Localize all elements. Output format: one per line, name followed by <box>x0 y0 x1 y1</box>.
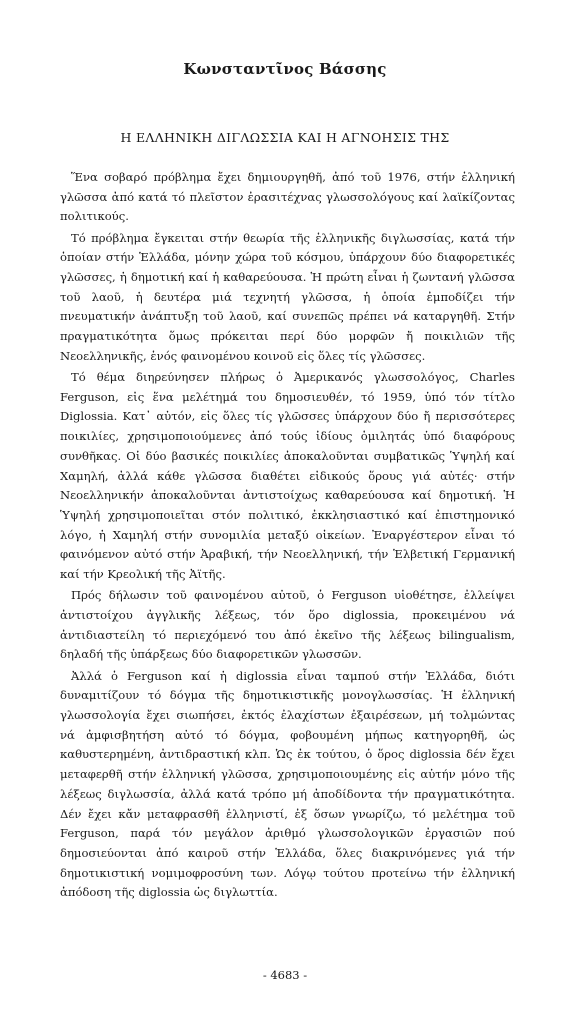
paragraph: Τό πρόβλημα ἔγκειται στήν θεωρία τῆς ἑλληνικῆς διγλωσσίας, κατά τήν ὁποίαν στήν Ἑλλάδα, μόνην χώρα τοῦ κόσμου, ὑπάρχουν δύο διαφορετικές γλῶσσες, ἡ δημοτική καί ἡ καθαρεύουσα. Ἡ πρώτη εἶναι ἡ ζωντανή γλῶσσα τοῦ λαοῦ, ἡ δευτέρα μιά τεχνητή γλῶσσα, ἡ ὁποία ἐμποδίζει τήν πνευματικήν ἀνάπτυξη τοῦ λαοῦ, καί συνεπῶς πρέπει νά καταργηθῆ. Στήν πραγματικότητα ὅμως πρόκειται περί δύο μορφῶν ἤ ποικιλιῶν τῆς Νεοελληνικῆς, ἑνός φαινομένου κοινοῦ εἰς ὅλες τίς γλῶσσες. <box>60 230 515 363</box>
paragraph: Τό θέμα διηρεύνησεν πλήρως ὁ Ἀμερικανός γλωσσολόγος, Charles Ferguson, εἰς ἕνα μελέτημά του δημοσιευθέν, τό 1959, ὑπό τόν τίτλο Diglossia. Κατ᾽ αὐτόν, εἰς ὅλες τίς γλῶσσες ὑπάρχουν δύο ἤ περισσότερες ποικιλίες, χρησιμοποιούμενες ἀπό τούς ἰδίους ὁμιλητάς ὑπό διαφόρους συνθῆκας. Οἱ δύο βασικές ποικιλίες ἀποκαλοῦνται συμβατικῶς Ὑψηλή καί Χαμηλή, ἀλλά κάθε γλῶσσα διαθέτει εἰδικούς ὅρους γιά αὐτές· στήν Νεοελληνικήν ἀποκαλοῦνται ἀντιστοίχως καθαρεύουσα καί δημοτική. Ἡ Ὑψηλή χρησιμοποιεῖται στόν πολιτικό, ἐκκλησιαστικό καί ἐπιστημονικό λόγο, ἡ Χαμηλή στήν συνομιλία μεταξύ οἰκείων. Ἐναργέστερον εἶναι τό φαινόμενον αὐτό στήν Ἀραβική, τήν Νεοελληνική, τήν Ἑλβετική Γερμανική καί τήν Κρεολική τῆς Ἀϊτῆς. <box>60 370 515 582</box>
article-body <box>60 168 515 905</box>
author-name: Κωνσταντῖνος Βάσσης <box>183 60 387 78</box>
article-title: Η ΕΛΛΗΝΙΚΗ ΔΙΓΛΩΣΣΙΑ ΚΑΙ Η ΑΓΝΟΗΣΙΣ ΤΗΣ <box>120 130 450 145</box>
paragraph: Πρός δήλωσιν τοῦ φαινομένου αὐτοῦ, ὁ Ferguson υἱοθέτησε, ἐλλείψει ἀντιστοίχου ἀγγλικῆς λέξεως, τόν ὅρο diglossia, προκειμένου νά ἀντιδιαστείλη τό περιεχόμενό του ἀπό ἐκεῖνο τῆς λέξεως bilingualism, δηλαδή τῆς ὑπάρξεως δύο διαφορετικῶν γλωσσῶν. <box>60 588 515 662</box>
paragraph: Ἕνα σοβαρό πρόβλημα ἔχει δημιουργηθῆ, ἀπό τοῦ 1976, στήν ἑλληνική γλῶσσα ἀπό κατά τό πλεῖστον ἐρασιτέχνας γλωσσολόγους καί λαϊκίζοντας πολιτικούς. <box>60 170 515 224</box>
paragraph: Ἀλλά ὁ Ferguson καί ἡ diglossia εἶναι ταμπού στήν Ἑλλάδα, διότι δυναμιτίζουν τό δόγμα τῆς δημοτικιστικῆς μονογλωσσίας. Ἡ ἑλληνική γλωσσολογία ἔχει σιωπήσει, ἐκτός ἐλαχίστων ἐξαιρέσεων, μή τολμώντας νά ἀμφισβητήση αὐτό τό δόγμα, φοβουμένη μήπως κατηγορηθῆ, ὡς καθυστερημένη, ἀντιδραστική κλπ. Ὡς ἐκ τούτου, ὁ ὅρος diglossia δέν ἔχει μεταφερθῆ στήν ἑλληνική γλῶσσα, χρησιμοποιουμένης εἰς αὐτήν μόνο τῆς λέξεως διγλωσσία, ἀλλά κατά τρόπο μή ἀποδίδοντα τήν πραγματικότητα. Δέν ἔχει κἄν μεταφρασθῆ ἑλληνιστί, ἐξ ὅσων γνωρίζω, τό μελέτημα τοῦ Ferguson, παρά τόν μεγάλον ἀριθμό γλωσσολογικῶν ἐργασιῶν πού δημοσιεύονται ἀπό καιροῦ στήν Ἑλλάδα, ὅλες διακρινόμενες γιά τήν δημοτικιστική νομιμοφροσύνη των. Λόγῳ τούτου προτείνω τήν ἑλληνική ἀπόδοση τῆς diglossia ὡς διγλωττία. <box>60 668 515 900</box>
page-number: - 4683 - <box>262 968 308 982</box>
